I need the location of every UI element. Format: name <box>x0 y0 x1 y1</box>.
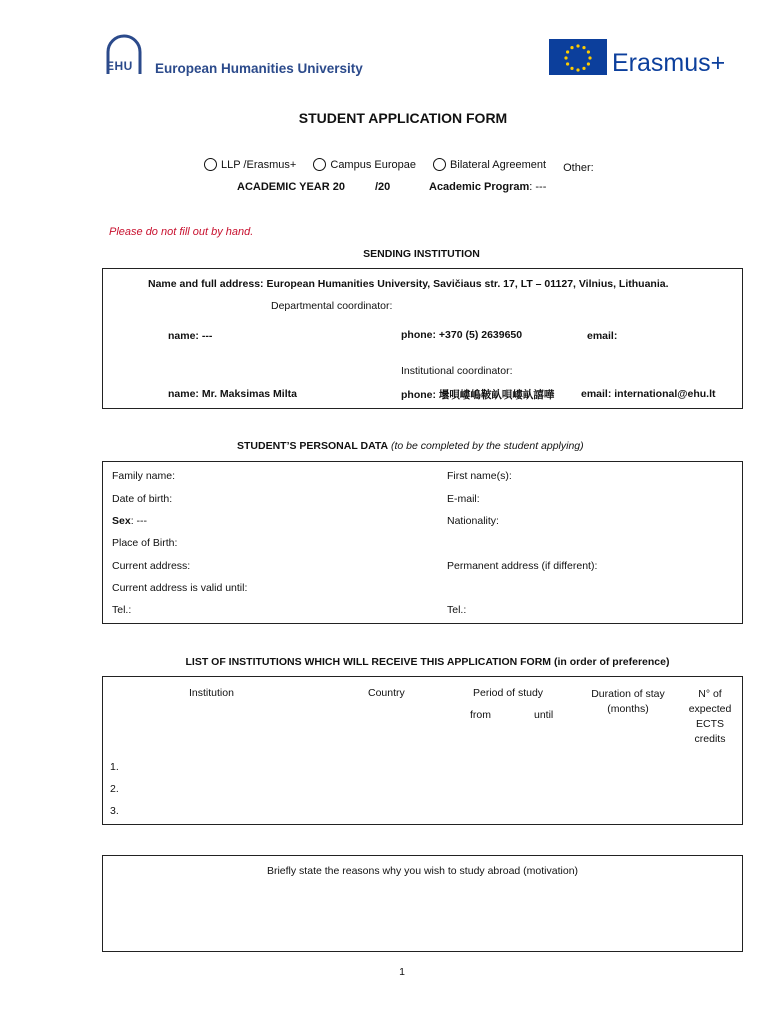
family-name-label: Family name: <box>112 470 176 482</box>
tel-right-label: Tel.: <box>447 604 467 616</box>
institution-row-3: 3. <box>110 805 119 817</box>
dept-coordinator-name: name: --- <box>168 330 213 342</box>
erasmus-logo-text: Erasmus+ <box>612 49 726 77</box>
institutions-heading: LIST OF INSTITUTIONS WHICH WILL RECEIVE THIS APPLICATION FORM (in order of preference) <box>185 656 670 668</box>
radio-icon[interactable] <box>204 158 217 171</box>
form-title: STUDENT APPLICATION FORM <box>298 110 508 126</box>
current-address-label: Current address: <box>112 560 191 572</box>
eu-flag <box>549 39 607 75</box>
inst-coordinator-label: Institutional coordinator: <box>401 365 513 377</box>
col-country: Country <box>368 687 405 699</box>
handwriting-notice: Please do not fill out by hand. <box>109 226 254 238</box>
inst-coordinator-phone: phone: 壜唄嶁嶋鞁畒唄嶁畒譆嘩 <box>401 389 555 401</box>
nationality-label: Nationality: <box>447 515 499 527</box>
dob-label: Date of birth: <box>112 493 173 505</box>
university-name: European Humanities University <box>155 61 363 76</box>
academic-program: Academic Program: --- <box>429 181 547 193</box>
academic-year-label: ACADEMIC YEAR 20 <box>237 181 345 193</box>
motivation-prompt: Briefly state the reasons why you wish to study abroad (motivation) <box>266 865 579 877</box>
sending-address: Name and full address: European Humanities University, Savičiaus str. 17, LT – 01127, Vilnius, Lithuania. <box>148 278 669 290</box>
ehu-logo-text: EHU <box>106 59 133 73</box>
col-period: Period of study <box>473 687 544 699</box>
academic-year-sep: /20 <box>375 181 391 193</box>
radio-icon[interactable] <box>313 158 326 171</box>
place-of-birth-label: Place of Birth: <box>112 537 178 549</box>
personal-data-heading: STUDENT’S PERSONAL DATA (to be completed by the student applying) <box>237 440 584 452</box>
col-duration: Duration of stay (months) <box>591 688 665 715</box>
institution-row-1: 1. <box>110 761 119 773</box>
col-ects: N° of expected ECTS credits <box>688 688 732 745</box>
radio-icon[interactable] <box>433 158 446 171</box>
page-number: 1 <box>399 966 405 978</box>
sending-institution-heading: SENDING INSTITUTION <box>363 248 480 260</box>
dept-coordinator-email: email: <box>587 330 618 342</box>
col-institution: Institution <box>189 687 234 699</box>
institution-row-2: 2. <box>110 783 119 795</box>
dept-coordinator-label: Departmental coordinator: <box>271 300 393 312</box>
option-campus-europae[interactable]: Campus Europae <box>313 158 416 171</box>
eu-stars-icon <box>549 39 607 75</box>
col-until: until <box>534 709 554 721</box>
option-llp-erasmus[interactable]: LLP /Erasmus+ <box>204 158 296 171</box>
inst-coordinator-email: email: international@ehu.lt <box>581 388 716 400</box>
option-bilateral-agreement[interactable]: Bilateral Agreement <box>433 158 546 171</box>
tel-left-label: Tel.: <box>112 604 132 616</box>
sex-field: Sex: --- <box>112 515 148 527</box>
first-name-label: First name(s): <box>447 470 512 482</box>
email-label: E-mail: <box>447 493 480 505</box>
other-label: Other: <box>563 162 594 174</box>
program-options <box>204 158 594 174</box>
personal-data-box <box>102 461 743 624</box>
address-valid-until-label: Current address is valid until: <box>112 582 248 594</box>
dept-coordinator-phone: phone: +370 (5) 2639650 <box>401 329 523 341</box>
ehu-logo <box>104 34 144 81</box>
inst-coordinator-name: name: Mr. Maksimas Milta <box>168 388 297 400</box>
permanent-address-label: Permanent address (if different): <box>447 560 598 572</box>
col-from: from <box>470 709 491 721</box>
